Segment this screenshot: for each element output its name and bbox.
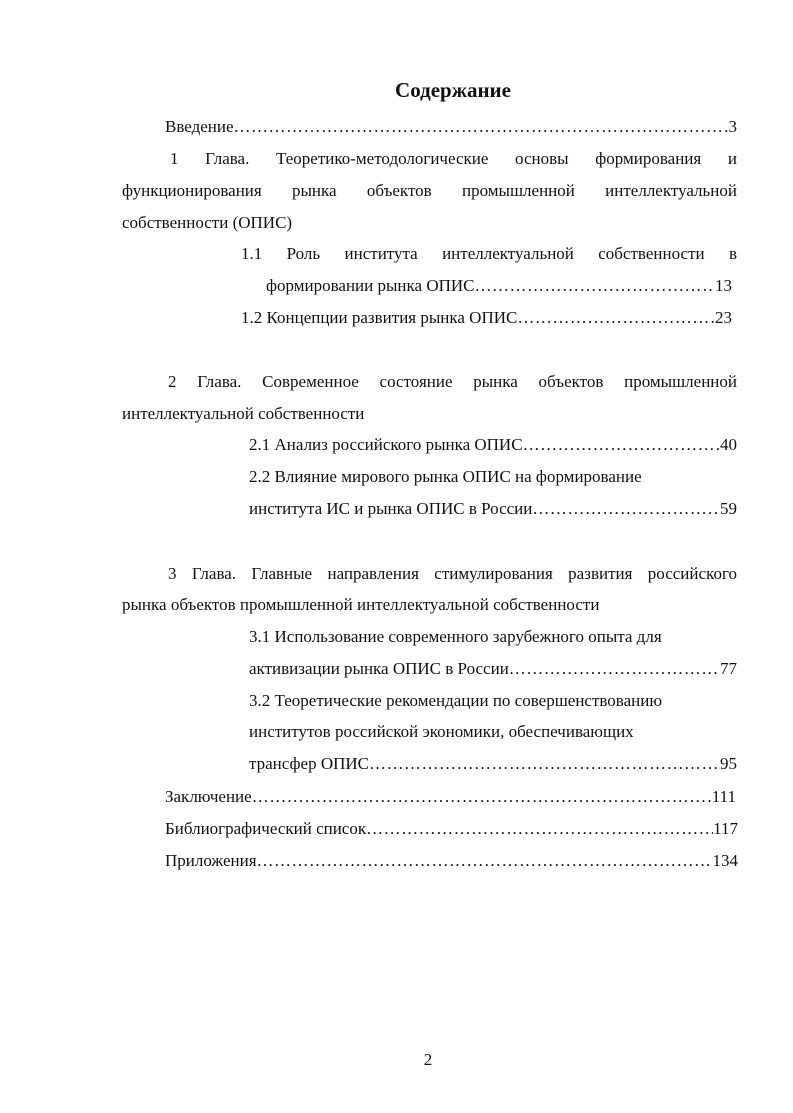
- toc-leader-dots: [252, 786, 712, 808]
- toc-label: института ИС и рынка ОПИС в России: [249, 499, 533, 518]
- chapter3-heading-line2: рынка объектов промышленной интеллектуальной собственности: [122, 595, 600, 614]
- toc-page: 40: [720, 435, 737, 454]
- toc-label: 1.2 Концепции развития рынка ОПИС: [241, 308, 518, 327]
- toc-entry-2-1: [249, 434, 737, 456]
- toc-entry-1-2: [241, 307, 732, 329]
- chapter3-section2-line2: институтов российской экономики, обеспечивающих: [249, 722, 634, 741]
- toc-entry-3-1: [249, 658, 737, 680]
- chapter3-section1-line1: 3.1 Использование современного зарубежного опыта для: [249, 627, 662, 646]
- chapter1-section1-line1: 1.1 Роль института интеллектуальной собственности в: [241, 244, 737, 263]
- toc-leader-dots: [509, 658, 720, 680]
- page-number: 2: [423, 1050, 433, 1069]
- toc-leader-dots: [523, 434, 720, 456]
- chapter1-heading-line2: функционирования рынка объектов промышленной интеллектуальной: [122, 181, 737, 200]
- toc-leader-dots: [234, 116, 729, 138]
- toc-page: 13: [715, 276, 732, 295]
- toc-entry-1-1: [266, 275, 732, 297]
- page-title: Содержание: [395, 78, 511, 102]
- toc-label: трансфер ОПИС: [249, 754, 370, 773]
- chapter2-section2-line1: 2.2 Влияние мирового рынка ОПИС на формирование: [249, 467, 642, 486]
- toc-leader-dots: [517, 307, 715, 329]
- toc-label: 2.1 Анализ российского рынка ОПИС: [249, 435, 523, 454]
- toc-page: 59: [720, 499, 737, 518]
- toc-leader-dots: [475, 275, 716, 297]
- toc-leader-dots: [369, 753, 720, 775]
- chapter1-heading-line1: 1 Глава. Теоретико-методологические основы формирования и: [170, 149, 737, 168]
- toc-page: 95: [720, 754, 737, 773]
- toc-leader-dots: [257, 850, 713, 872]
- toc-label: Библиографический список: [165, 819, 367, 838]
- toc-label: Введение: [165, 117, 234, 136]
- toc-label: Заключение: [165, 787, 252, 806]
- toc-entry-conclusion: [165, 786, 736, 808]
- chapter3-section2-line1: 3.2 Теоретические рекомендации по совершенствованию: [249, 691, 663, 710]
- chapter2-heading-line1: 2 Глава. Современное состояние рынка объектов промышленной: [168, 372, 737, 391]
- toc-page: 77: [720, 659, 737, 678]
- toc-label: активизации рынка ОПИС в России: [249, 659, 509, 678]
- toc-page: 117: [713, 819, 738, 838]
- chapter3-heading-line1: 3 Глава. Главные направления стимулирования развития российского: [168, 564, 737, 583]
- toc-entry-intro: [165, 116, 737, 138]
- toc-entry-3-2: [249, 753, 737, 775]
- toc-page: 134: [712, 851, 738, 870]
- toc-label: формировании рынка ОПИС: [266, 276, 475, 295]
- toc-label: Приложения: [165, 851, 257, 870]
- toc-leader-dots: [532, 498, 720, 520]
- toc-entry-appendix: [165, 850, 738, 872]
- chapter2-heading-line2: интеллектуальной собственности: [122, 404, 365, 423]
- toc-page: 23: [715, 308, 732, 327]
- toc-page: 111: [711, 787, 736, 806]
- toc-entry-bibliography: [165, 818, 738, 840]
- toc-entry-2-2: [249, 498, 737, 520]
- chapter1-heading-line3: собственности (ОПИС): [122, 213, 293, 232]
- toc-page: 3: [728, 117, 737, 136]
- toc-leader-dots: [366, 818, 713, 840]
